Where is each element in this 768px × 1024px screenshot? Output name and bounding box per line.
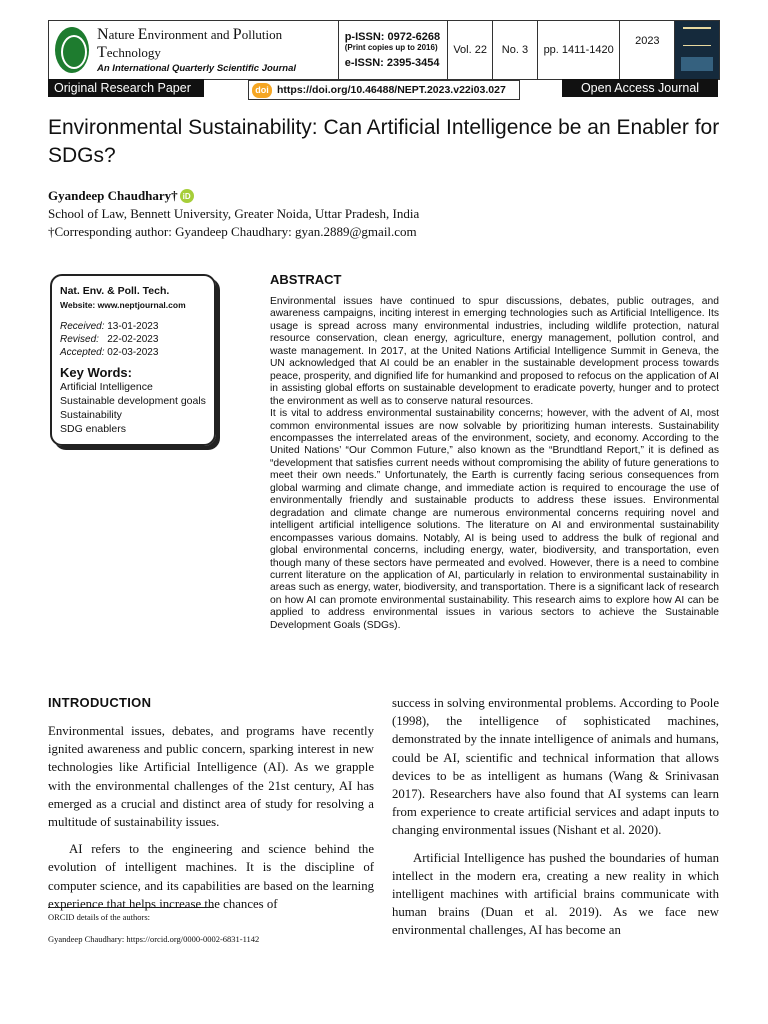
body-column-left xyxy=(48,722,374,913)
issue-number: No. 3 xyxy=(492,21,537,79)
body-paragraph: AI refers to the engineering and science behind the evolution of intelligent machines. It is the discipline of computer science, and its capabilities are based on the learning experience that helps increase the chances of xyxy=(48,842,374,911)
abstract-paragraph: Environmental issues have continued to spur discussions, debates, public outrages, and awareness campaigns, inciting interest in emerging technologies such as Artificial Intelligence. Its usage is spread across many environmental industries, including wildlife protection, natural resource conservation, clean energy, agriculture, energy management, pollution control, and waste management. In 2017, at the United Nations Artificial Intelligence Summit in Geneva, the UN acknowledged that AI could be an enabler in the sustainable development process towards peace, prosperity, and dignified life for humankind and proposed to refocus on the application of AI in assisting global efforts on sustainable development to eradicate poverty, hunger and to protect the environment as well as to conserve natural resources. xyxy=(270,296,719,407)
body-paragraph: Artificial Intelligence has pushed the boundaries of human intellect in the modern era, creating a new reality in which intelligent machines with artificial brains communicate with human brains (Duan et al. 2019). As we face new environmental challenges, AI has become an xyxy=(392,850,719,938)
doi-link[interactable] xyxy=(248,80,520,100)
volume: Vol. 22 xyxy=(447,21,492,79)
accepted-date: 02-03-2023 xyxy=(107,347,159,358)
affiliation: School of Law, Bennett University, Greater Noida, Uttar Pradesh, India xyxy=(48,206,420,221)
article-dates: Received: 13-01-2023 Revised: 22-02-2023 Accepted: 02-03-2023 xyxy=(60,321,159,358)
journal-abbreviation: Nat. Env. & Poll. Tech. xyxy=(60,285,170,297)
paper-type-label: Original Research Paper xyxy=(48,79,204,97)
footnote-divider xyxy=(48,907,214,908)
orcid-icon[interactable]: iD xyxy=(180,189,194,203)
journal-logo-icon xyxy=(55,27,89,73)
journal-website[interactable]: Website: www.neptjournal.com xyxy=(60,300,186,310)
journal-subtitle: An International Quarterly Scientific Journal xyxy=(97,63,297,74)
doi-text: https://doi.org/10.46488/NEPT.2023.v22i03.027 xyxy=(277,84,506,96)
received-date: 13-01-2023 xyxy=(107,321,159,332)
keyword-item: Artificial Intelligence xyxy=(60,381,153,393)
introduction-heading: INTRODUCTION xyxy=(48,695,152,710)
footnote-orcid: Gyandeep Chaudhary: https://orcid.org/0000-0002-6831-1142 xyxy=(48,934,260,944)
doi-icon: doi xyxy=(252,83,272,98)
journal-cover-icon xyxy=(674,21,719,79)
journal-branding xyxy=(49,21,338,79)
author-name: Gyandeep Chaudhary† xyxy=(48,188,178,203)
footnote-heading: ORCID details of the authors: xyxy=(48,912,150,922)
abstract-paragraph: It is vital to address environmental sustainability concerns; however, with the advent of AI, most common environmental issues are now solvable by prioritizing human interests. Sustainability encompasses the interrelated areas of the environment, society, and economy. According to the United Nations’ “Our Common Future,” also known as the “Brundtland Report,” it is defined as “development that satisfies current needs without compromising the ability of future generations to meet their own needs.” Unfortunately, the Earth is currently facing serious consequences from global warming and climate change, and immediate action is required to encourage the use of environmentally friendly and sustainable products to address these issues. Environmental degradation and climate change are numerous environmental concerns requiring novel and intelligent artificial intelligence solutions. The literature on AI and environmental sustainability encompasses various domains. Notably, AI is being used to address the bulk of regional and global environmental concerns, including energy, water, biodiversity, and transportation, even though many of these sectors have permeated and evolved. However, there is a need to combine current literature on the application of AI, particularly in relation to environmental sustainability in areas such as energy, water, biodiversity, and transportation. There is a significant lack of research on how AI can promote environmental sustainability. This research aims to explore how AI can be applied to address environmental issues in various sectors to achieve the Sustainable Development Goals (SDGs). xyxy=(270,408,719,631)
journal-header xyxy=(48,20,720,80)
open-access-label: Open Access Journal xyxy=(562,79,718,97)
body-paragraph: success in solving environmental problems. According to Poole (1998), the intelligence of sophisticated machines, demonstrated by the innate intelligence of animals and humans, could be AI, scientific and technical information that allows devices to be as intelligent as humans (Wang & Srinivasan 2017). Researchers have also found that AI systems can learn from experience to create artificial services and adapt inputs to changing environmental issues (Nishant et al. 2020). xyxy=(392,696,719,838)
abstract-body xyxy=(270,296,719,632)
keyword-item: SDG enablers xyxy=(60,423,126,435)
body-column-right xyxy=(392,694,719,940)
issn-info: p-ISSN: 0972-6268 (Print copies up to 2016) e-ISSN: 2395-3454 xyxy=(338,21,448,79)
article-info-box xyxy=(50,274,216,446)
article-title: Environmental Sustainability: Can Artificial Intelligence be an Enabler for SDGs? xyxy=(48,116,720,167)
revised-date: 22-02-2023 xyxy=(107,334,159,345)
keyword-item: Sustainable development goals xyxy=(60,395,206,407)
keyword-item: Sustainability xyxy=(60,409,122,421)
year: 2023 xyxy=(619,21,674,79)
author-line xyxy=(48,188,194,204)
keywords-heading: Key Words: xyxy=(60,365,132,380)
body-paragraph: Environmental issues, debates, and programs have recently ignited awareness and public concern, sparking interest in new technologies like Artificial Intelligence (AI). As we grapple with the environmental challenges of the 21st century, AI has emerged as a crucial and distinct area of study for resolving a multitude of sustainability issues. xyxy=(48,724,374,830)
journal-title: Nature Environment and Pollution Technology xyxy=(97,26,283,61)
page-range: pp. 1411-1420 xyxy=(537,21,620,79)
corresponding-author: †Corresponding author: Gyandeep Chaudhary: gyan.2889@gmail.com xyxy=(48,224,417,239)
abstract-heading: ABSTRACT xyxy=(270,272,342,287)
